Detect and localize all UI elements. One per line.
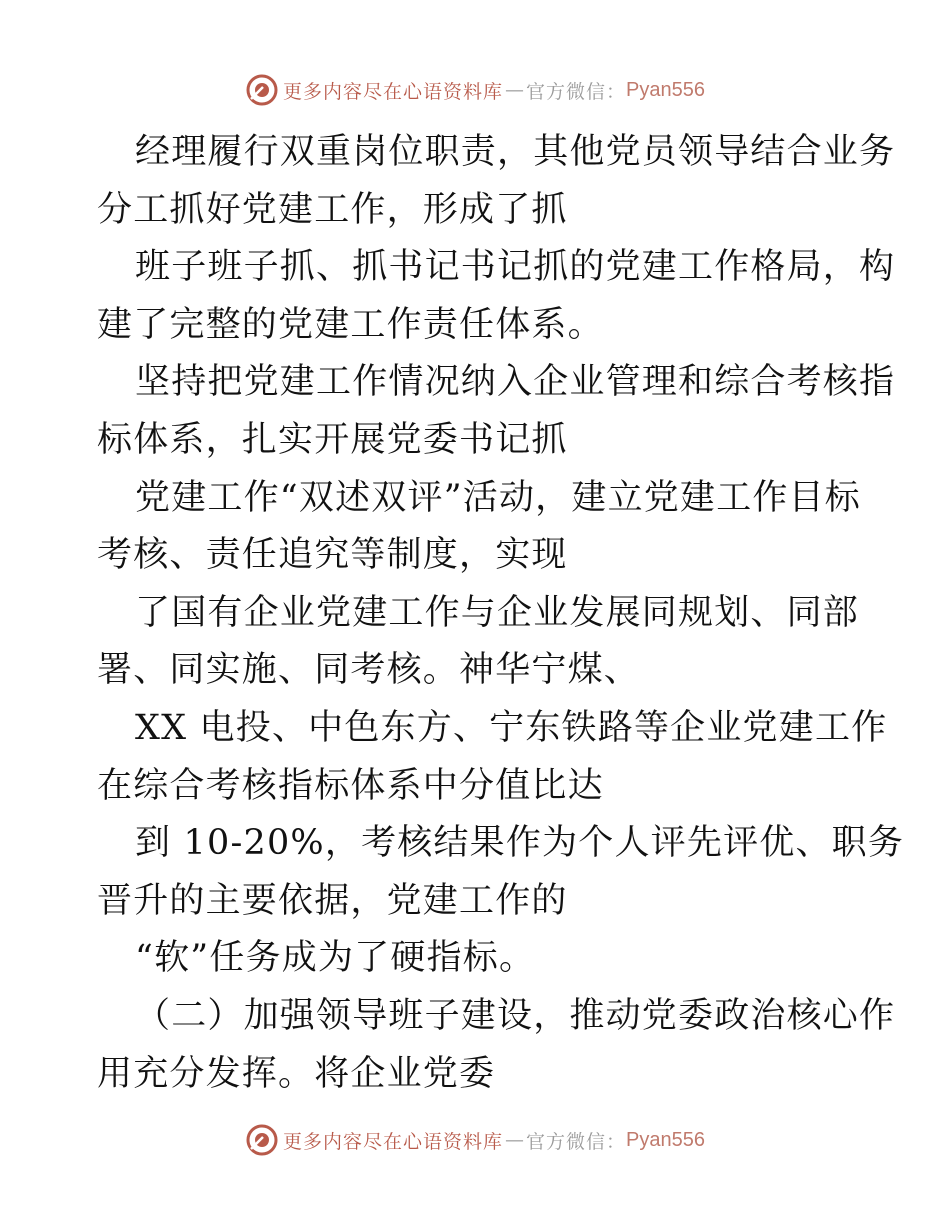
body-line: 用充分发挥。将企业党委: [97, 1053, 496, 1094]
header-banner: [0, 72, 950, 108]
banner-wechat-id: Pyan556: [626, 78, 705, 101]
body-line: 署、同实施、同考核。神华宁煤、: [97, 650, 641, 691]
body-line: 坚持把党建工作情况纳入企业管理和综合考核指: [135, 362, 896, 403]
footer-banner: [0, 1122, 950, 1158]
banner-official-label: 官方微信：: [526, 1130, 627, 1153]
body-line: 在综合考核指标体系中分值比达: [97, 765, 604, 806]
body-line: （二）加强领导班子建设，推动党委政治核心作: [135, 995, 896, 1036]
body-line: 分工抓好党建工作，形成了抓: [97, 189, 568, 230]
banner-dash: —: [505, 1129, 525, 1151]
body-line: 到 10-20%，考核结果作为个人评先评优、职务: [135, 823, 905, 864]
document-body: [97, 124, 905, 1103]
body-line: 班子班子抓、抓书记书记抓的党建工作格局，构: [135, 247, 896, 288]
stamp-logo-icon: [245, 73, 279, 107]
body-line: XX 电投、中色东方、宁东铁路等企业党建工作: [135, 707, 888, 748]
banner-dash: —: [505, 79, 525, 101]
banner-brand-text: 更多内容尽在心语资料库: [283, 80, 504, 103]
banner-wechat-id: Pyan556: [626, 1128, 705, 1151]
body-line: 了国有企业党建工作与企业发展同规划、同部: [135, 592, 860, 633]
banner-official-label: 官方微信：: [526, 80, 627, 103]
stamp-logo-icon: [245, 1123, 279, 1157]
banner-brand-text: 更多内容尽在心语资料库: [283, 1130, 504, 1153]
body-line: 标体系，扎实开展党委书记抓: [97, 419, 568, 460]
body-line: “软”任务成为了硬指标。: [135, 938, 536, 979]
body-line: 晋升的主要依据，党建工作的: [97, 880, 568, 921]
body-line: 建了完整的党建工作责任体系。: [97, 304, 604, 345]
body-line: 党建工作“双述双评”活动，建立党建工作目标: [135, 477, 861, 518]
body-line: 考核、责任追究等制度，实现: [97, 535, 568, 576]
body-line: 经理履行双重岗位职责，其他党员领导结合业务: [135, 132, 896, 172]
